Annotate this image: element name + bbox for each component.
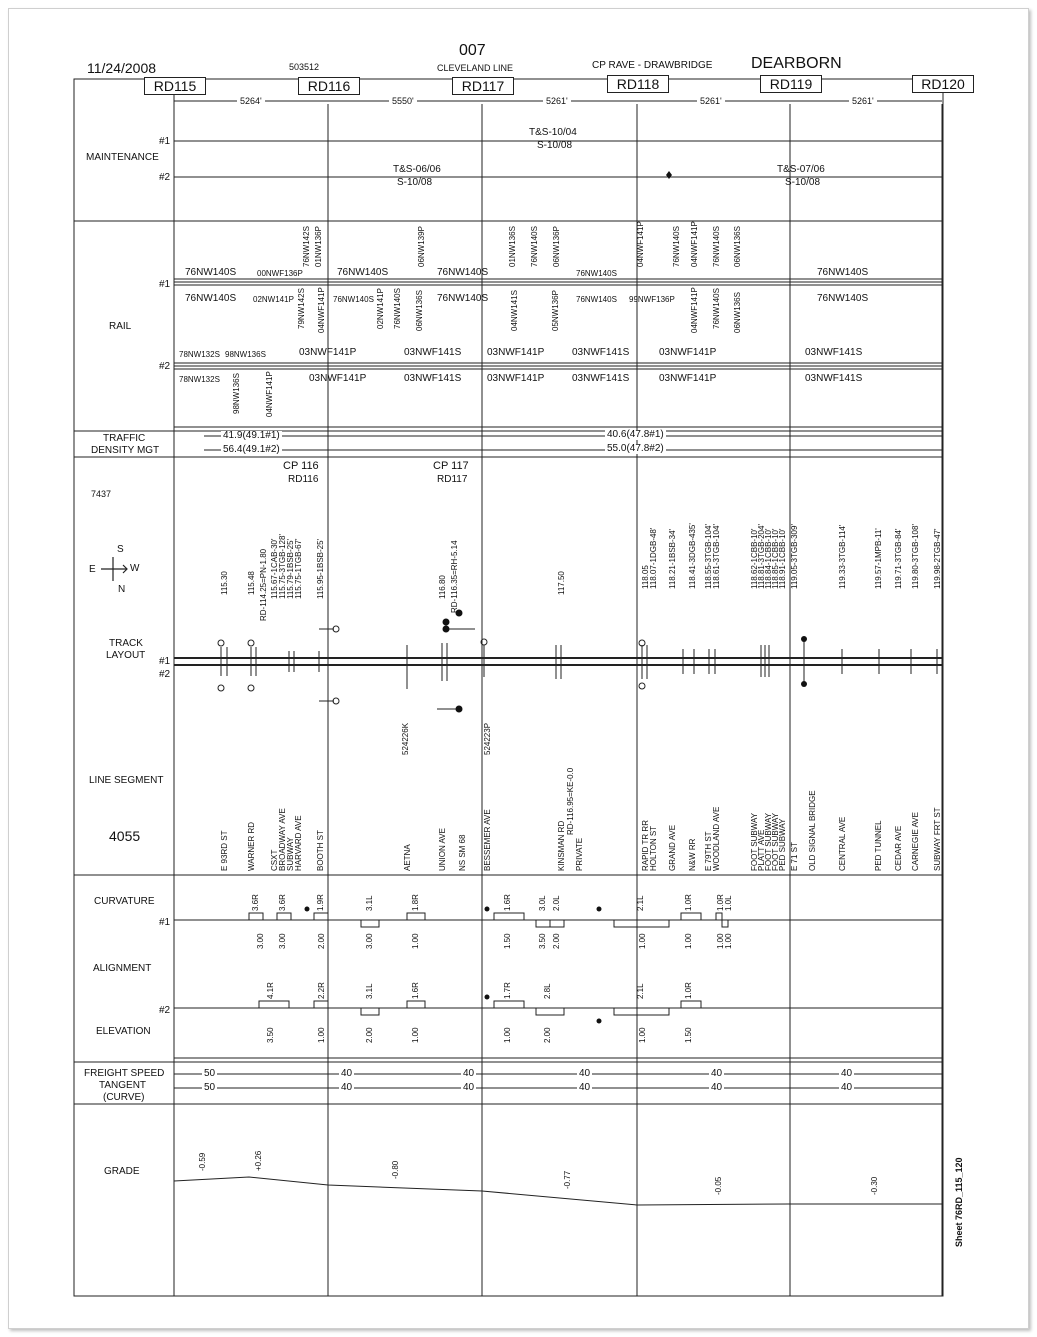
street-label: BOOTH ST (316, 830, 325, 871)
curvature-value: 1.0R (684, 982, 693, 999)
layout-point: 118.84-1CBB-10' (764, 528, 773, 589)
grade-value: -0.05 (714, 1176, 723, 1195)
document-page (8, 8, 1029, 1329)
rail-vert-label: 76NW140S (712, 288, 721, 329)
layout-point: 118.81-3TGB-204' (757, 524, 766, 589)
rail-label: 99NWF136P (629, 295, 675, 304)
street-label: BROADWAY AVE (278, 808, 287, 871)
station-rd115: RD115 (144, 77, 206, 95)
street-label: WARNER RD (247, 821, 256, 871)
rail-label: 03NWF141P (659, 347, 717, 358)
alignment-value: 1.00 (638, 933, 647, 949)
street-label: FOOT SUBWAY (771, 812, 780, 871)
rail-label: 76NW140S (337, 267, 389, 278)
header-cp-note: CP RAVE - DRAWBRIDGE (592, 60, 713, 71)
label-track1: #1 (159, 917, 171, 928)
distance-label: 5261' (543, 97, 571, 106)
layout-point: 115.79-1BSB-25' (286, 538, 295, 599)
layout-point: 118.85-1CBB-10' (771, 528, 780, 589)
elevation-value: 1.50 (684, 1027, 693, 1043)
rail-vert-label: 04NWF141P (690, 221, 699, 267)
street-label: N&W RR (688, 838, 697, 871)
rail-label: 02NW141P (253, 295, 294, 304)
maint-t1-b: S-10/08 (537, 140, 573, 151)
rail-vert-label: 04NWF141P (317, 287, 326, 333)
rail-label: 03NWF141S (805, 347, 863, 358)
layout-point: 118.61-3TGB-104' (712, 524, 721, 589)
rail-vert-label: 06NW136P (552, 226, 561, 267)
label-track-layout-1: TRACK (109, 638, 143, 649)
maint-t2a-b: S-10/08 (397, 177, 433, 188)
label-track2: #2 (159, 1005, 171, 1016)
curvature-value: 3.6R (278, 894, 287, 911)
rail-label: 76NW140S (576, 269, 617, 278)
curvature-value: 2.1L (636, 895, 645, 911)
street-label: UNION AVE (438, 828, 447, 871)
label-freight-speed: FREIGHT SPEED (84, 1068, 165, 1079)
curvature-value: 1.0R (684, 894, 693, 911)
curvature-value: 1.7R (503, 982, 512, 999)
layout-point: 118.41-3DGB-435' (688, 523, 697, 589)
layout-point: 118.21-1BSB-34' (668, 528, 677, 589)
station-rd118: RD118 (607, 75, 669, 93)
traffic-t1-right: 40.6(47.8#1) (607, 429, 664, 440)
alignment-value: 2.00 (317, 933, 326, 949)
speed-value: 40 (341, 1082, 353, 1093)
maint-t2a-a: T&S-06/06 (393, 164, 441, 175)
elevation-value: 1.00 (503, 1027, 512, 1043)
label-traffic: TRAFFIC (103, 433, 146, 444)
street-label: PLATT AVE (757, 829, 766, 871)
street-label: CEDAR AVE (894, 825, 903, 871)
label-maintenance: MAINTENANCE (86, 152, 159, 163)
header-code: 503512 (289, 62, 320, 72)
layout-misc: 524226K (401, 722, 410, 755)
street-label: OLD SIGNAL BRIDGE (808, 790, 817, 871)
rail-label: 78NW132S (179, 350, 220, 359)
street-label: FOOT SUBWAY (750, 812, 759, 871)
layout-point: 118.55-3TGB-104' (704, 524, 713, 589)
header-area: DEARBORN (751, 55, 842, 72)
speed-value: 40 (711, 1068, 723, 1079)
speed-value: 40 (711, 1082, 723, 1093)
curvature-value: 2.8L (543, 983, 552, 999)
rail-vert-label: 04NW141S (510, 290, 519, 331)
street-label: SUBWAY FRT ST (933, 807, 942, 871)
header-date: 11/24/2008 (87, 60, 157, 76)
layout-point: RD-114.25=PN-1.80 (259, 548, 268, 621)
label-track1: #1 (159, 279, 171, 290)
layout-point: 115.95-1BSB-25' (316, 538, 325, 599)
layout-point: 115.48 (247, 571, 256, 595)
street-label: PED SUBWAY (778, 818, 787, 871)
cp-117-rd: RD117 (437, 474, 468, 485)
rail-label: 76NW140S (333, 295, 374, 304)
curvature-value: 1.6R (411, 982, 420, 999)
rail-label: 76NW140S (817, 293, 869, 304)
street-label: CSXT (270, 849, 279, 871)
alignment-value: 1.00 (724, 933, 733, 949)
street-label: BESSEMER AVE (483, 809, 492, 871)
elevation-value: 3.50 (266, 1027, 275, 1043)
street-label: PRIVATE (575, 837, 584, 871)
curvature-value: 2.1L (636, 983, 645, 999)
distance-label: 5264' (237, 97, 265, 106)
rail-label: 03NWF141S (572, 347, 630, 358)
rail-vert-label: 76NW140S (530, 226, 539, 267)
elevation-value: 2.00 (543, 1027, 552, 1043)
rail-vert-label: 76NW140S (393, 288, 402, 329)
curvature-value: 1.0R (716, 894, 725, 911)
alignment-value: 2.00 (552, 933, 561, 949)
curvature-value: 1.0L (724, 895, 733, 911)
curvature-value: 1.8R (411, 894, 420, 911)
street-label: NS SM 68 (458, 834, 467, 871)
layout-misc: 524223P (483, 722, 492, 755)
speed-value: 50 (204, 1068, 216, 1079)
street-label: CENTRAL AVE (838, 816, 847, 871)
speed-value: 50 (204, 1082, 216, 1093)
traffic-t1-left: 41.9(49.1#1) (223, 430, 280, 441)
alignment-value: 1.50 (503, 933, 512, 949)
layout-point: 115.75-1TGB-67' (294, 538, 303, 599)
rail-vert-label: 79NW142S (297, 288, 306, 329)
rail-vert-label: 06NW136S (733, 226, 742, 267)
rail-vert-label: 04NWF141P (636, 221, 645, 267)
street-label: HOLTON ST (649, 825, 658, 871)
layout-point: 118.07-1DGB-48' (649, 527, 658, 589)
label-track1: #1 (159, 656, 171, 667)
rail-label: 76NW140S (185, 267, 237, 278)
layout-point: 117.50 (557, 571, 566, 595)
compass-e: E (89, 564, 96, 575)
rail-label: 03NWF141S (404, 347, 462, 358)
rail-vert-label: 04NWF141P (265, 371, 274, 417)
label-rail: RAIL (109, 321, 132, 332)
curvature-value: 3.1L (365, 895, 374, 911)
grade-value: -0.59 (198, 1152, 207, 1171)
curvature-value: 3.1L (365, 983, 374, 999)
alignment-value: 1.00 (684, 933, 693, 949)
label-track2: #2 (159, 172, 171, 183)
rail-label: 76NW140S (576, 295, 617, 304)
layout-point: 119.05-3TGB-309' (790, 524, 799, 589)
layout-point: 119.71-3TGB-84' (894, 528, 903, 589)
rail-label: 03NWF141P (487, 373, 545, 384)
curvature-value: 2.0L (552, 895, 561, 911)
label-grade: GRADE (104, 1166, 140, 1177)
label-elevation: ELEVATION (96, 1026, 151, 1037)
alignment-value: 1.00 (411, 933, 420, 949)
alignment-value: 1.00 (716, 933, 725, 949)
rail-vert-label: 04NWF141P (690, 287, 699, 333)
curvature-value: 1.6R (503, 894, 512, 911)
rail-vert-label: 01NW136S (508, 226, 517, 267)
rail-label: 03NWF141S (805, 373, 863, 384)
label-curvature: CURVATURE (94, 896, 155, 907)
street-label: E 71 ST (790, 842, 799, 871)
header-line-name: CLEVELAND LINE (437, 63, 514, 73)
distance-label: 5261' (849, 97, 877, 106)
maint-t1-a: T&S-10/04 (529, 127, 577, 138)
street-label: E 79TH ST (704, 831, 713, 871)
maint-t2b-b: S-10/08 (785, 177, 821, 188)
distance-label: 5550' (389, 97, 417, 106)
rail-label: 00NWF136P (257, 269, 303, 278)
elevation-value: 1.00 (411, 1027, 420, 1043)
layout-point: RD-116.35=RH-5.14 (450, 540, 459, 613)
rail-vert-label: 02NW141P (376, 288, 385, 329)
header-page-number: 007 (459, 42, 486, 59)
street-label: PED TUNNEL (874, 820, 883, 871)
curvature-value: 3.0L (538, 895, 547, 911)
label-track1: #1 (159, 136, 171, 147)
grade-value: -0.80 (391, 1160, 400, 1179)
layout-point: 118.62-1CBB-10' (750, 528, 759, 589)
layout-point: 119.98-2TGB-47' (933, 528, 942, 589)
elevation-value: 2.00 (365, 1027, 374, 1043)
rail-label: 78NW132S (179, 375, 220, 384)
label-density: DENSITY MGT (91, 445, 160, 456)
maint-t2b-a: T&S-07/06 (777, 164, 825, 175)
street-label: WOODLAND AVE (712, 806, 721, 871)
speed-value: 40 (579, 1082, 591, 1093)
curvature-value: 3.6R (251, 894, 260, 911)
speed-value: 40 (579, 1068, 591, 1079)
rail-label: 03NWF141P (487, 347, 545, 358)
street-label: CARNEGIE AVE (911, 812, 920, 871)
layout-point: 118.05 (641, 565, 650, 589)
cp-116-rd: RD116 (288, 474, 319, 485)
label-alignment: ALIGNMENT (93, 963, 152, 974)
elevation-value: 1.00 (638, 1027, 647, 1043)
label-curve: (CURVE) (103, 1092, 145, 1103)
layout-point: 119.33-3TGB-114' (838, 524, 847, 589)
compass-w: W (130, 563, 140, 574)
alignment-value: 3.00 (278, 933, 287, 949)
rail-vert-label: 06NW139P (417, 226, 426, 267)
label-track2: #2 (159, 361, 171, 372)
layout-point: 115.67-1CAB-30' (270, 538, 279, 599)
rail-label: 98NW136S (225, 350, 266, 359)
label-line-segment-num: 4055 (109, 828, 141, 844)
station-rd116: RD116 (298, 77, 360, 95)
label-layout-code: 7437 (91, 489, 112, 499)
curvature-value: 2.2R (317, 982, 326, 999)
traffic-t2-left: 56.4(49.1#2) (223, 444, 280, 455)
speed-value: 40 (463, 1068, 475, 1079)
layout-point: 116.80 (438, 575, 447, 599)
label-track-layout-2: LAYOUT (106, 650, 146, 661)
rail-vert-label: 06NW136S (733, 292, 742, 333)
rail-label: 03NWF141P (309, 373, 367, 384)
label-line-segment: LINE SEGMENT (89, 775, 164, 786)
rail-vert-label: 76NW142S (302, 226, 311, 267)
street-label: HARVARD AVE (294, 815, 303, 871)
cp-117-name: CP 117 (433, 460, 469, 472)
alignment-value: 3.00 (365, 933, 374, 949)
speed-value: 40 (341, 1068, 353, 1079)
layout-point: 115.30 (220, 571, 229, 595)
speed-value: 40 (463, 1082, 475, 1093)
grade-value: +0.26 (254, 1150, 263, 1171)
layout-point: 119.57-1MPB-11' (874, 528, 883, 589)
station-rd120: RD120 (912, 75, 974, 93)
street-label: RAPID TR RR (641, 820, 650, 871)
rail-vert-label: 76NW140S (672, 226, 681, 267)
sheet-id: Sheet 76RD_115_120 (954, 1157, 964, 1247)
speed-value: 40 (841, 1082, 853, 1093)
street-label: FOOT SUBWAY (764, 812, 773, 871)
layout-misc: RD-116.95=KE-0.0 (566, 767, 575, 835)
layout-point: 119.80-3TGB-108' (911, 524, 920, 589)
rail-label: 76NW140S (185, 293, 237, 304)
compass-s: S (117, 544, 124, 555)
rail-label: 03NWF141S (572, 373, 630, 384)
rail-label: 03NWF141P (299, 347, 357, 358)
alignment-value: 3.00 (256, 933, 265, 949)
label-tangent: TANGENT (99, 1080, 147, 1091)
station-rd117: RD117 (452, 77, 514, 95)
traffic-t2-right: 55.0(47.8#2) (607, 443, 664, 454)
street-label: SUBWAY (286, 837, 295, 871)
rail-vert-label: 05NW136P (551, 290, 560, 331)
speed-value: 40 (841, 1068, 853, 1079)
station-rd119: RD119 (760, 75, 822, 93)
label-track2: #2 (159, 669, 171, 680)
street-label: KINSMAN RD (557, 820, 566, 871)
elevation-value: 1.00 (317, 1027, 326, 1043)
curvature-value: 1.9R (316, 894, 325, 911)
rail-vert-label: 98NW136S (232, 373, 241, 414)
curvature-value: 4.1R (266, 982, 275, 999)
layout-point: 115.75-3TGB-128' (278, 534, 287, 599)
grade-value: -0.30 (870, 1176, 879, 1195)
rail-label: 03NWF141S (404, 373, 462, 384)
alignment-value: 3.50 (538, 933, 547, 949)
grade-value: -0.77 (563, 1170, 572, 1189)
rail-vert-label: 01NW136P (314, 226, 323, 267)
distance-label: 5261' (697, 97, 725, 106)
compass-n: N (118, 584, 126, 595)
cp-116-name: CP 116 (283, 460, 319, 472)
street-label: AETNA (403, 844, 412, 871)
rail-label: 76NW140S (817, 267, 869, 278)
rail-label: 76NW140S (437, 293, 489, 304)
rail-label: 03NWF141P (659, 373, 717, 384)
rail-vert-label: 06NW136S (415, 290, 424, 331)
rail-vert-label: 76NW140S (712, 226, 721, 267)
layout-point: 118.91-1CBB-10' (778, 528, 787, 589)
street-label: E 93RD ST (220, 830, 229, 871)
rail-label: 76NW140S (437, 267, 489, 278)
street-label: GRAND AVE (668, 824, 677, 871)
